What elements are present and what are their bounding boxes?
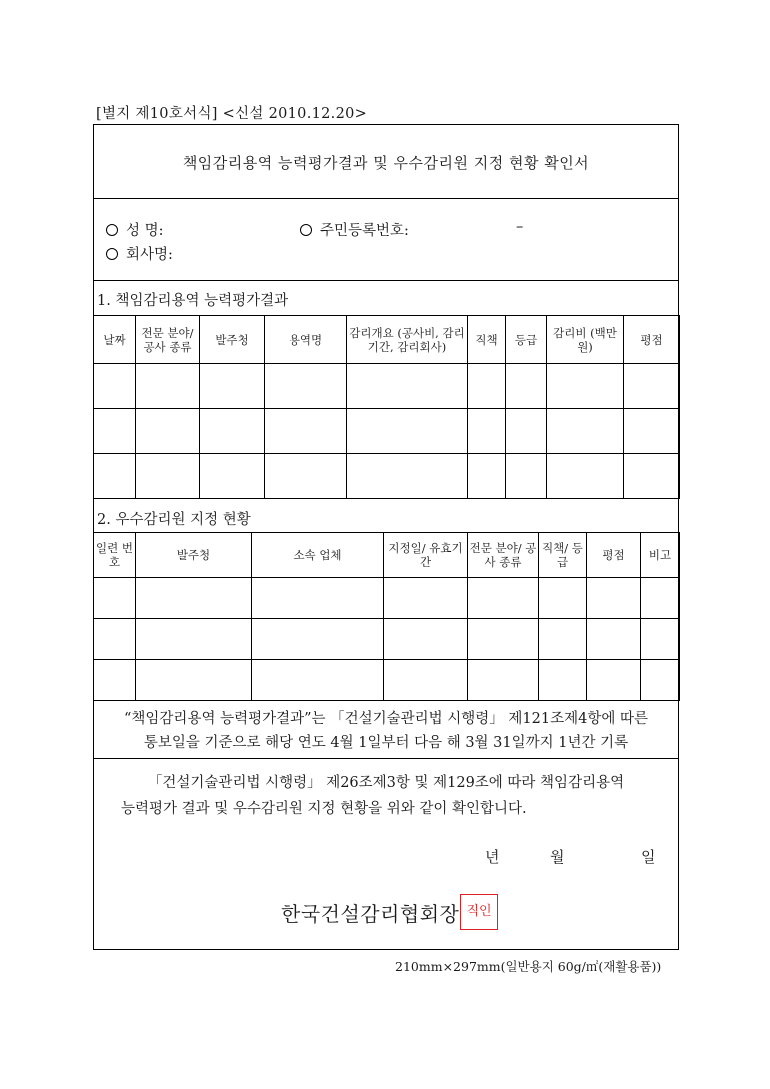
date-day: 일 xyxy=(641,848,656,866)
empty-cell[interactable] xyxy=(468,578,539,619)
empty-cell[interactable] xyxy=(468,364,506,409)
empty-cell[interactable] xyxy=(506,409,547,454)
header-cell: 비고 xyxy=(641,533,680,578)
table-row xyxy=(94,409,680,454)
empty-cell[interactable] xyxy=(265,454,347,499)
table-row xyxy=(94,619,680,660)
empty-cell[interactable] xyxy=(136,364,200,409)
empty-cell[interactable] xyxy=(641,578,680,619)
empty-cell[interactable] xyxy=(547,454,624,499)
empty-cell[interactable] xyxy=(624,364,680,409)
official-seal-box: 직인 xyxy=(460,894,498,930)
resident-number-label: 주민등록번호: xyxy=(320,223,409,239)
name-field xyxy=(106,219,164,240)
empty-cell[interactable] xyxy=(384,578,468,619)
header-cell: 직책 xyxy=(468,316,506,364)
table-row xyxy=(94,454,680,499)
empty-cell[interactable] xyxy=(468,619,539,660)
empty-cell[interactable] xyxy=(265,409,347,454)
section2-title: 2. 우수감리원 지정 현황 xyxy=(97,512,251,528)
header-cell: 용역명 xyxy=(265,316,347,364)
empty-cell[interactable] xyxy=(94,660,136,701)
header-cell: 전문 분야/ 공사 종류 xyxy=(136,316,200,364)
table-row xyxy=(94,578,680,619)
header-cell: 발주청 xyxy=(200,316,265,364)
empty-cell[interactable] xyxy=(136,409,200,454)
empty-cell[interactable] xyxy=(252,578,384,619)
empty-cell[interactable] xyxy=(468,454,506,499)
divider xyxy=(93,280,679,281)
empty-cell[interactable] xyxy=(94,364,136,409)
empty-cell[interactable] xyxy=(94,578,136,619)
empty-cell[interactable] xyxy=(539,619,587,660)
empty-cell[interactable] xyxy=(94,409,136,454)
divider xyxy=(93,198,679,199)
empty-cell[interactable] xyxy=(641,660,680,701)
empty-cell[interactable] xyxy=(200,364,265,409)
empty-cell[interactable] xyxy=(136,578,252,619)
empty-cell[interactable] xyxy=(252,619,384,660)
table-header-row xyxy=(94,316,680,364)
empty-cell[interactable] xyxy=(624,454,680,499)
header-cell: 감리비 (백만원) xyxy=(547,316,624,364)
form-header: [별지 제10호서식] <신설 2010.12.20> xyxy=(96,106,368,122)
empty-cell[interactable] xyxy=(624,409,680,454)
empty-cell[interactable] xyxy=(384,660,468,701)
empty-cell[interactable] xyxy=(136,660,252,701)
form-title: 책임감리용역 능력평가결과 및 우수감리원 지정 현황 확인서 xyxy=(182,154,590,172)
empty-cell[interactable] xyxy=(136,454,200,499)
header-cell: 직책/ 등급 xyxy=(539,533,587,578)
empty-cell[interactable] xyxy=(252,660,384,701)
empty-cell[interactable] xyxy=(468,660,539,701)
circle-bullet-icon xyxy=(106,248,118,260)
confirmation-line-1: 「건설기술관리법 시행령」 제26조제3항 및 제129조에 따라 책임감리용역 xyxy=(147,775,625,791)
confirmation-line-2: 능력평가 결과 및 우수감리원 지정 현황을 위와 같이 확인합니다. xyxy=(121,801,527,817)
header-cell: 전문 분야/ 공사 종류 xyxy=(468,533,539,578)
header-cell: 평점 xyxy=(624,316,680,364)
empty-cell[interactable] xyxy=(384,619,468,660)
evaluation-table xyxy=(93,315,680,499)
header-cell: 등급 xyxy=(506,316,547,364)
empty-cell[interactable] xyxy=(94,454,136,499)
empty-cell[interactable] xyxy=(200,454,265,499)
paper-spec: 210mm×297mm(일반용지 60g/㎡(재활용품)) xyxy=(395,959,662,974)
header-cell: 평점 xyxy=(587,533,641,578)
circle-bullet-icon xyxy=(106,224,118,236)
empty-cell[interactable] xyxy=(506,364,547,409)
header-cell: 발주청 xyxy=(136,533,252,578)
empty-cell[interactable] xyxy=(347,364,468,409)
circle-bullet-icon xyxy=(300,224,312,236)
empty-cell[interactable] xyxy=(347,409,468,454)
empty-cell[interactable] xyxy=(539,660,587,701)
company-label: 회사명: xyxy=(126,247,173,263)
section1-title: 1. 책임감리용역 능력평가결과 xyxy=(97,293,289,309)
header-cell: 지정일/ 유효기간 xyxy=(384,533,468,578)
empty-cell[interactable] xyxy=(468,409,506,454)
table-row xyxy=(94,660,680,701)
divider xyxy=(93,758,679,759)
header-cell: 날짜 xyxy=(94,316,136,364)
header-cell: 일련 번호 xyxy=(94,533,136,578)
issuer-name: 한국건설감리협회장 xyxy=(281,902,460,926)
empty-cell[interactable] xyxy=(539,578,587,619)
empty-cell[interactable] xyxy=(136,619,252,660)
empty-cell[interactable] xyxy=(265,364,347,409)
empty-cell[interactable] xyxy=(506,454,547,499)
empty-cell[interactable] xyxy=(641,619,680,660)
designation-table xyxy=(93,532,680,701)
empty-cell[interactable] xyxy=(347,454,468,499)
empty-cell[interactable] xyxy=(587,578,641,619)
empty-cell[interactable] xyxy=(547,364,624,409)
header-cell: 감리개요 (공사비, 감리기간, 감리회사) xyxy=(347,316,468,364)
name-label: 성 명: xyxy=(126,223,164,239)
date-year: 년 xyxy=(485,848,500,866)
resident-number-dash: – xyxy=(516,219,524,235)
empty-cell[interactable] xyxy=(200,409,265,454)
empty-cell[interactable] xyxy=(547,409,624,454)
note-line-1: “책임감리용역 능력평가결과”는 「건설기술관리법 시행령」 제121조제4항에 따른 xyxy=(124,711,648,727)
note-line-2: 통보일을 기준으로 해당 연도 4월 1일부터 다음 해 3월 31일까지 1년간 기록 xyxy=(143,735,629,751)
table-row xyxy=(94,364,680,409)
company-field xyxy=(106,243,173,264)
empty-cell[interactable] xyxy=(587,619,641,660)
header-cell: 소속 업체 xyxy=(252,533,384,578)
date-month: 월 xyxy=(550,848,565,866)
resident-number-field xyxy=(300,219,409,240)
table-header-row xyxy=(94,533,680,578)
empty-cell[interactable] xyxy=(94,619,136,660)
empty-cell[interactable] xyxy=(587,660,641,701)
